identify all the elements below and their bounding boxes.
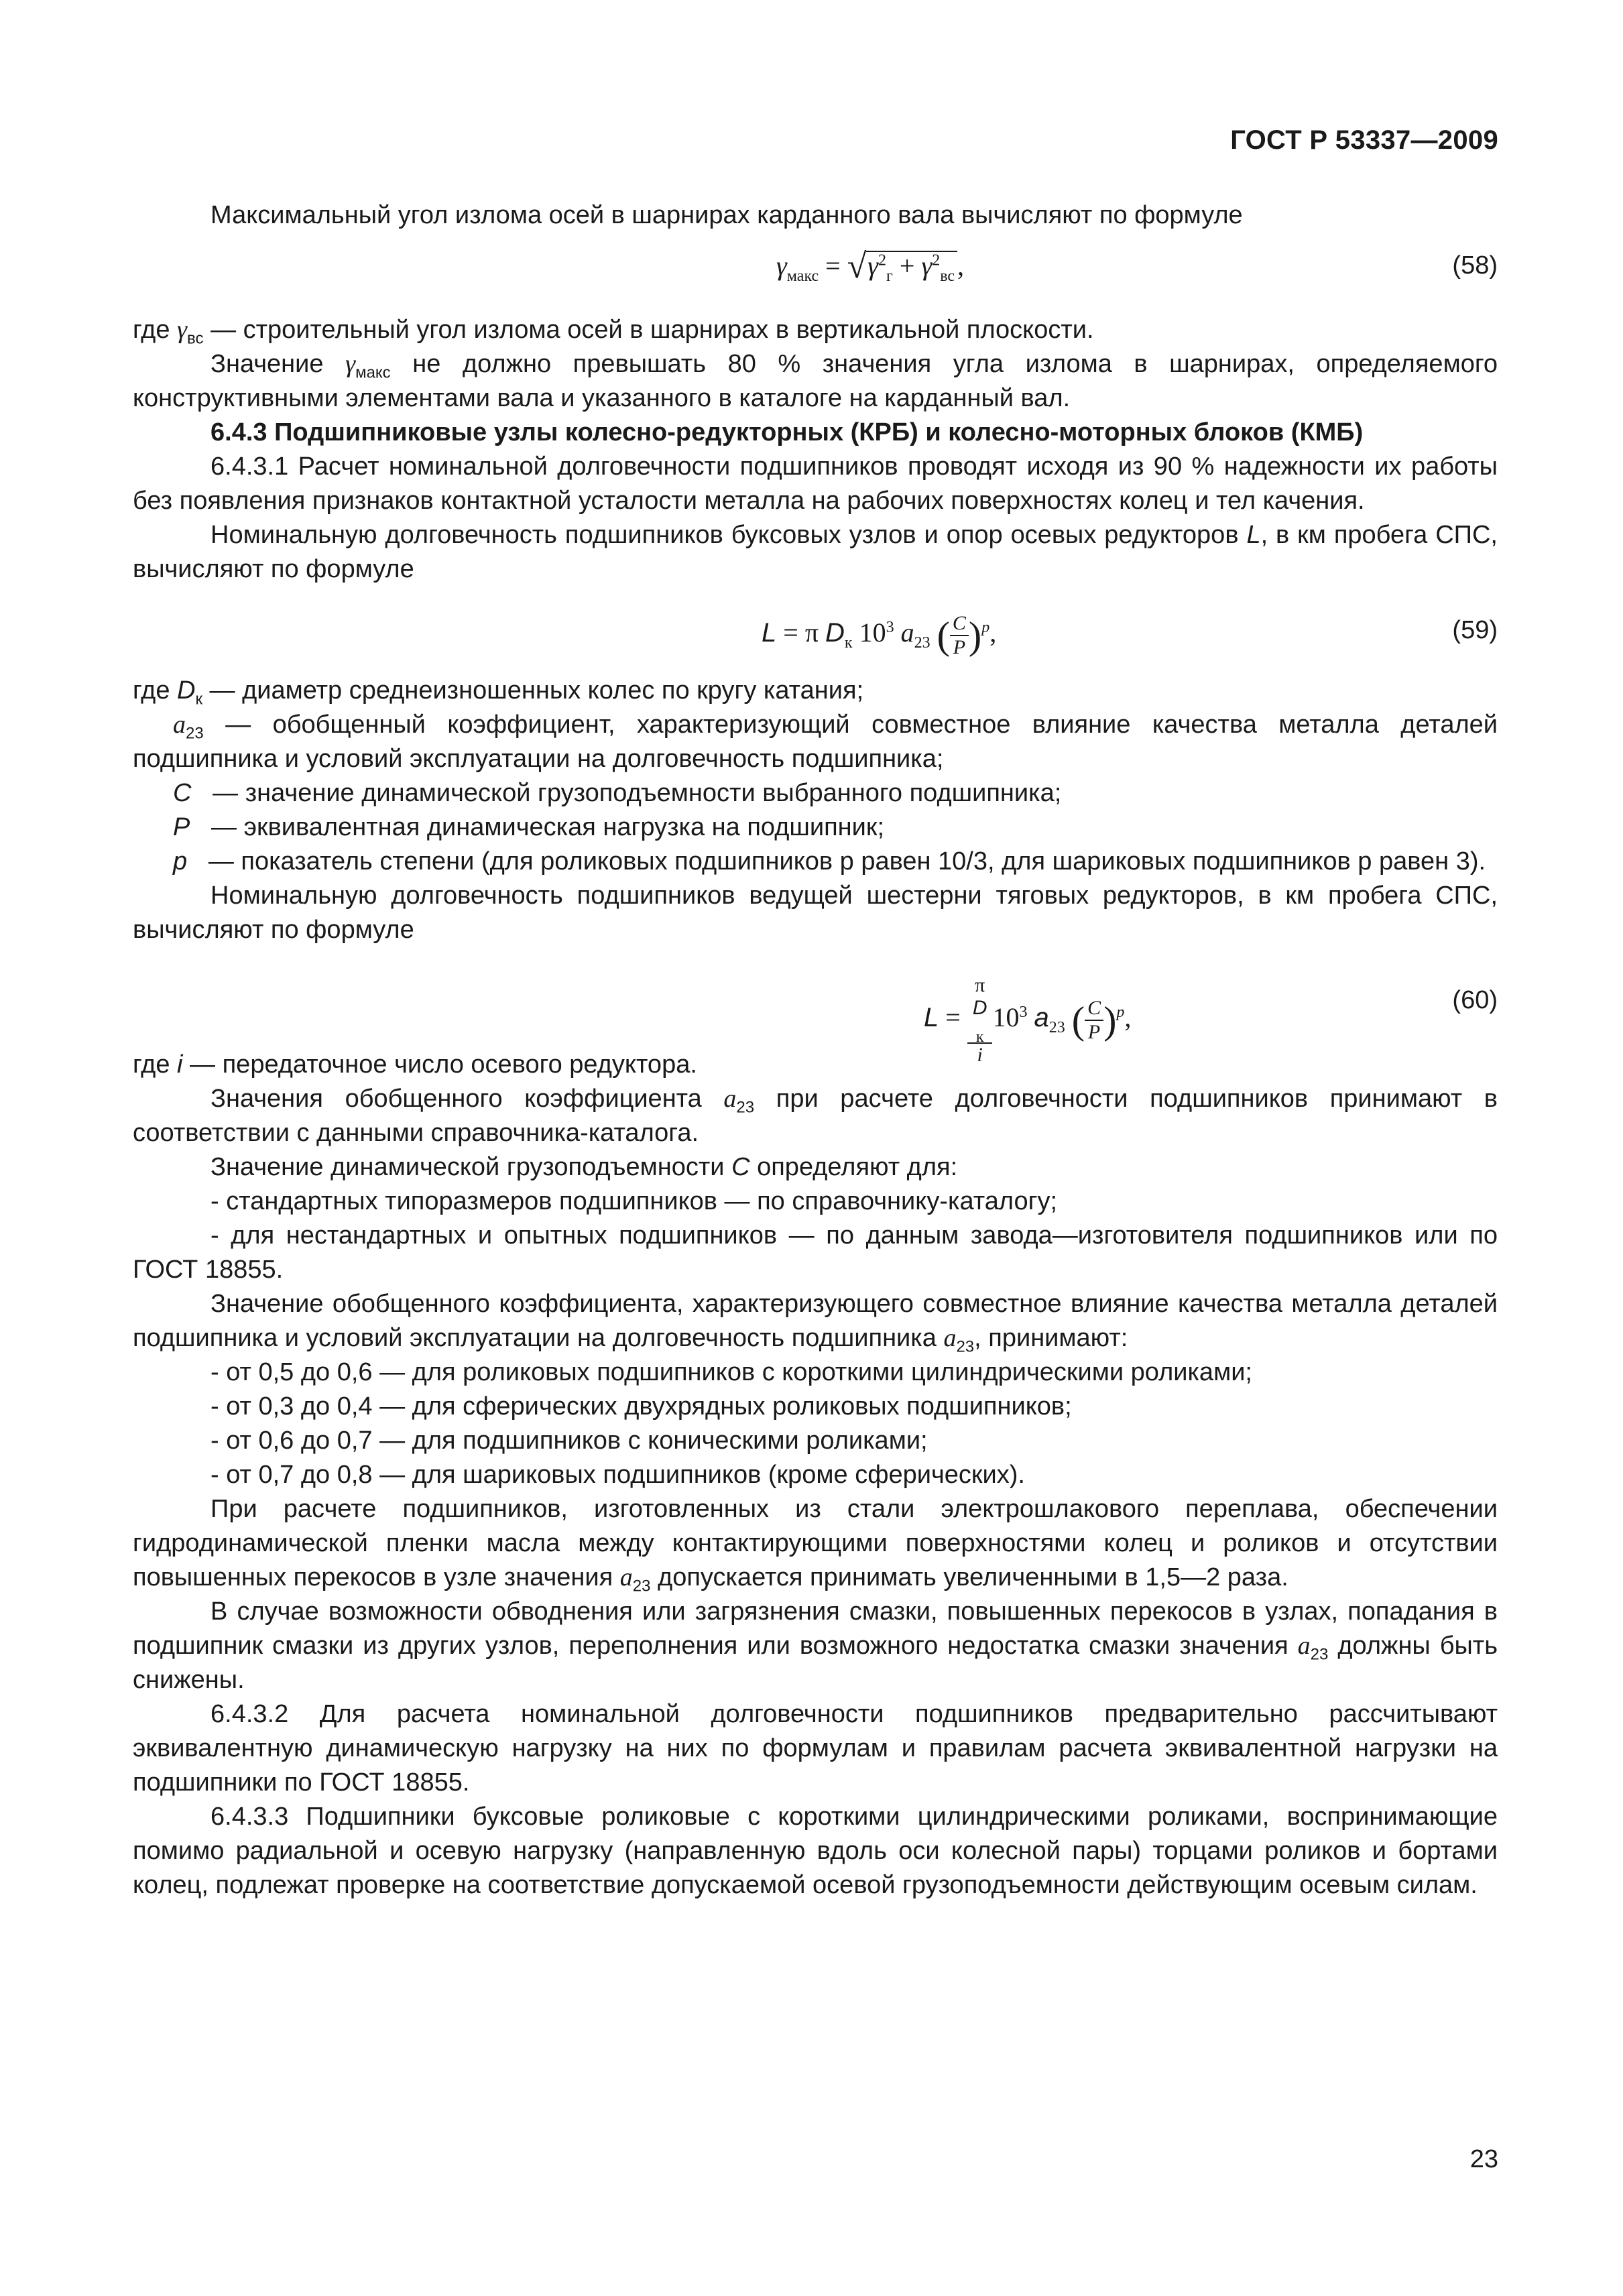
plus-sign: + [899, 251, 915, 281]
list-item: - от 0,3 до 0,4 — для сферических двухрядных роликовых подшипников; [211, 1392, 1072, 1421]
i-symbol: i [977, 1044, 983, 1066]
formula-59-expression [762, 612, 996, 659]
where-59-item-4 [133, 845, 1498, 879]
formula-60-number: (60) [1452, 986, 1498, 1014]
a-symbol: a [900, 617, 914, 648]
text: при расчете долговечности подшипников принимают в соответствии с данными справочника-каталога. [133, 1085, 1498, 1147]
equals-sign: = [945, 1002, 961, 1033]
symbol-subscript: 23 [1310, 1645, 1329, 1664]
paragraph-6-4-3-2: 6.4.3.2 Для расчета номинальной долговечности подшипников предварительно рассчитывают эквивалентную динамическую нагрузку на них по формулам и правилам расчета эквивалентной нагрузки на подшипники по ГОСТ 18855. [133, 1700, 1498, 1797]
D-symbol: D [825, 618, 845, 648]
exponent: 2 [878, 251, 887, 269]
a-subscript: 23 [914, 634, 930, 652]
formula-60-expression [924, 974, 1131, 1067]
list-item: - от 0,6 до 0,7 — для подшипников с коническими роликами; [211, 1427, 928, 1455]
symbol-subscript: 23 [736, 1098, 755, 1117]
paragraph-dynamic-capacity [133, 1150, 1498, 1185]
definition-text: — строительный угол излома осей в шарнирах в вертикальной плоскости. [211, 316, 1094, 344]
D-subscript: к [975, 1028, 984, 1046]
symbol: a [723, 1085, 737, 1113]
equals-sign: = [783, 617, 798, 648]
symbol: a [619, 1563, 633, 1591]
gamma-g-subscript: г [886, 267, 893, 285]
formula-59-number: (59) [1452, 616, 1498, 644]
where-59-item-3 [133, 810, 1498, 845]
list-item: - от 0,7 до 0,8 — для шариковых подшипников (кроме сферических). [211, 1461, 1025, 1489]
text: не должно превышать 80 % значения угла излома в шарнирах, определяемого конструктивными элементами вала и указанного в каталоге на карданный вал. [133, 350, 1498, 412]
radicand [866, 251, 957, 285]
text: Значение динамической грузоподъемности [211, 1153, 725, 1181]
ten-exponent: 3 [1019, 1003, 1028, 1021]
right-paren: ) [1103, 998, 1117, 1042]
gamma-vs-symbol: γ [921, 251, 933, 281]
formula-58-number: (58) [1452, 251, 1498, 280]
list-item: - для нестандартных и опытных подшипников — по данным завода—изготовителя подшипников или по ГОСТ 18855. [133, 1221, 1498, 1284]
where-60 [133, 1048, 1498, 1082]
text: Значения обобщенного коэффициента [211, 1085, 702, 1113]
symbol: a [943, 1324, 957, 1352]
text: должны быть снижены. [133, 1632, 1498, 1694]
where-58 [133, 313, 1498, 347]
text: Значение обобщенного коэффициента, характеризующего совместное влияние качества металла деталей подшипника и условий эксплуатации на долговечность подшипника [133, 1290, 1498, 1352]
D-symbol: D [972, 997, 987, 1019]
gamma-max-symbol: γ [776, 251, 787, 281]
P-symbol: P [953, 636, 966, 658]
symbol: γ [177, 316, 188, 344]
ten-exponent: 3 [886, 618, 894, 636]
definition-text: — передаточное число осевого редуктора. [190, 1050, 697, 1079]
numerator [967, 974, 993, 1044]
symbol-subscript: 23 [186, 724, 204, 743]
text: В случае возможности обводнения или загрязнения смазки, повышенных перекосов в узлах, попадания в подшипник смазки из других узлов, переполнения или возможного недостатка смазки значения [133, 1597, 1498, 1660]
paragraph-6-4-3-3: 6.4.3.3 Подшипники буксовые роликовые с короткими цилиндрическими роликами, воспринимающие помимо радиальной и осевую нагрузку (направленную вдоль оси колесной пары) торцами роликов и бортами колец, подлежат проверке на соответствие допускаемой осевой грузоподъемности действующим осевым силам. [133, 1803, 1498, 1899]
formula-58-expression: $\gamma_{макс} = √\gamma^2_г + \gamma^2_{вс}$ , [776, 247, 965, 286]
D-subscript: к [844, 634, 853, 652]
paragraph-intro-60: Номинальную долговечность подшипников ведущей шестерни тяговых редукторов, в км пробега СПС, вычисляют по формуле [133, 882, 1498, 944]
p-exponent: p [1116, 1003, 1125, 1021]
paragraph-slag-remelting [133, 1492, 1498, 1595]
fraction-C-over-P [1085, 997, 1103, 1044]
C-symbol: C [1085, 997, 1103, 1021]
symbol: a [1297, 1632, 1311, 1660]
p-exponent: p [981, 618, 990, 636]
comma: , [989, 617, 997, 648]
definition-text: — значение динамической грузоподъемности выбранного подшипника; [213, 779, 1062, 807]
definition-text: — обобщенный коэффициент, характеризующий совместное влияние качества металла деталей подшипника и условий эксплуатации на долговечность подшипника; [133, 711, 1498, 773]
L-symbol: L [762, 618, 777, 648]
left-paren: ( [1071, 998, 1085, 1042]
where-label: где [133, 316, 170, 344]
list-item: - стандартных типоразмеров подшипников — по справочнику-каталогу; [211, 1187, 1057, 1215]
formula-58 [133, 233, 1498, 313]
symbol-subscript: 23 [956, 1337, 975, 1356]
C-symbol: C [950, 612, 969, 636]
paragraph-intro-58: Максимальный угол излома осей в шарнирах карданного вала вычисляют по формуле [211, 201, 1243, 229]
text: , в км пробега СПС, вычисляют по формуле [133, 521, 1498, 583]
symbol: a [173, 711, 186, 739]
text: определяют для: [757, 1153, 958, 1181]
text: При расчете подшипников, изготовленных из стали электрошлакового переплава, обеспечении гидродинамической пленки масла между контактирующими поверхностями колец и роликов и отсутствии повышенных перекосов в узле значения [133, 1495, 1498, 1591]
exponent: 2 [932, 251, 941, 269]
section-heading-6-4-3: 6.4.3 Подшипниковые узлы колесно-редукторных (КРБ) и колесно-моторных блоков (КМБ) [211, 418, 1364, 446]
gamma-vs-subscript: вс [940, 267, 955, 285]
symbol-subscript: к [195, 690, 202, 709]
pi-symbol: π [804, 617, 819, 648]
symbol-subscript: вс [187, 329, 204, 348]
page-body [133, 198, 1498, 1902]
where-59-item-1 [133, 708, 1498, 776]
fraction-piD-over-i [967, 974, 993, 1067]
pi-symbol: π [975, 974, 985, 996]
ten: 10 [859, 617, 886, 648]
fraction-C-over-P [950, 612, 969, 659]
paragraph-intro-59 [133, 518, 1498, 587]
equals-sign: = [825, 251, 841, 281]
formula-59 [133, 587, 1498, 674]
where-59-item-0 [133, 674, 1498, 708]
symbol: D [177, 676, 196, 705]
paragraph-watering [133, 1595, 1498, 1697]
left-paren: ( [937, 613, 950, 658]
page-number: 23 [1469, 2145, 1498, 2173]
symbol: C [173, 779, 192, 807]
symbol: p [173, 847, 188, 875]
gamma-max-subscript: макс [786, 267, 819, 285]
symbol: i [177, 1050, 183, 1079]
gamma-g-symbol: γ [867, 251, 879, 281]
text: Номинальную долговечность подшипников буксовых узлов и опор осевых редукторов [211, 521, 1239, 549]
a-subscript: 23 [1048, 1019, 1065, 1037]
square-root-sign: √ [847, 247, 867, 286]
symbol: P [173, 813, 190, 841]
definition-text: — показатель степени (для роликовых подшипников p равен 10/3, для шариковых подшипников p равен 3). [208, 847, 1486, 875]
symbol: γ [345, 350, 356, 378]
definition-text: — диаметр среднеизношенных колес по кругу катания; [209, 676, 864, 705]
L-symbol: L [924, 1003, 939, 1033]
where-59-item-2 [133, 776, 1498, 810]
paragraph-limit [133, 347, 1498, 416]
a-symbol: a [1034, 1003, 1049, 1033]
text: , принимают: [974, 1324, 1128, 1352]
P-symbol: P [1087, 1021, 1101, 1043]
paragraph-generalized-coefficient [133, 1287, 1498, 1355]
definition-text: — эквивалентная динамическая нагрузка на подшипник; [211, 813, 885, 841]
paragraph-coefficient [133, 1082, 1498, 1150]
text: Значение [211, 350, 324, 378]
where-label: где [133, 676, 170, 705]
list-item: - от 0,5 до 0,6 — для роликовых подшипников с короткими цилиндрическими роликами; [211, 1358, 1252, 1386]
symbol: C [731, 1153, 750, 1181]
text: допускается принимать увеличенными в 1,5—2 раза. [658, 1563, 1288, 1591]
symbol-subscript: 23 [632, 1577, 651, 1595]
comma: , [1124, 1002, 1132, 1033]
symbol: L [1246, 521, 1261, 549]
paragraph-6-4-3-1: 6.4.3.1 Расчет номинальной долговечности подшипников проводят исходя из 90 % надежности их работы без появления признаков контактной усталости металла на рабочих поверхностях колец и тел качения. [133, 452, 1498, 515]
symbol-subscript: макс [355, 363, 391, 382]
ten: 10 [992, 1002, 1020, 1033]
right-paren: ) [968, 613, 982, 658]
where-label: где [133, 1050, 170, 1079]
standard-code-header: ГОСТ Р 53337—2009 [1230, 125, 1498, 155]
